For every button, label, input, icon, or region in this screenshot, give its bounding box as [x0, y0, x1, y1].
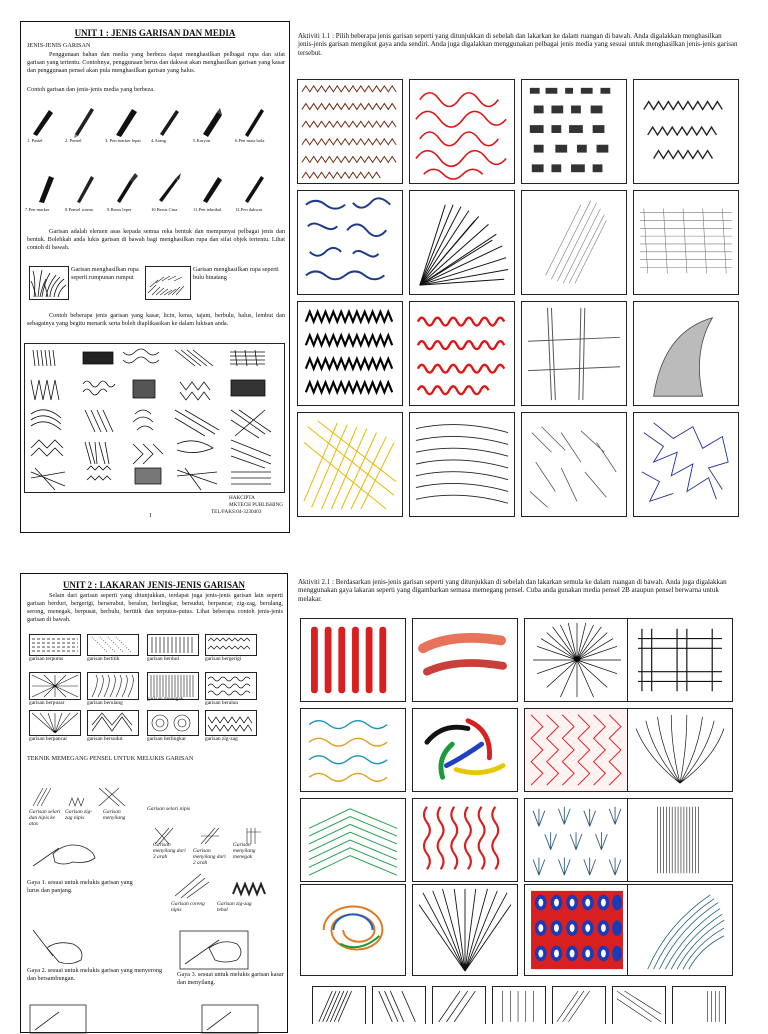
activity2-cell[interactable] [312, 986, 366, 1024]
activity1-cell[interactable] [521, 190, 627, 295]
line-type-label: garisan menegak [147, 696, 184, 702]
technique-note: Garisan coreng nipis [171, 901, 205, 913]
technique-note: Garisan menyilang [103, 809, 126, 821]
tool-label-8: 8.Pensel warna [65, 207, 93, 212]
line-type-swatch [29, 634, 81, 656]
activity2-cell[interactable] [627, 618, 733, 702]
activity2-cell[interactable] [524, 884, 630, 976]
activity2-cell[interactable] [524, 798, 630, 882]
activity2-cell[interactable] [300, 618, 406, 702]
line-type-swatch [205, 634, 257, 656]
activity1-cell[interactable] [521, 412, 627, 517]
grass-example-text: Garisan menghasilkan rupa seperti rumpunan rumput [71, 266, 139, 281]
activity2-cell[interactable] [300, 798, 406, 882]
line-type-label: garisan bergerigi [205, 656, 242, 662]
activity2-cell[interactable] [412, 618, 518, 702]
line-type-swatch [87, 634, 139, 656]
technique-strokes-1 [29, 784, 129, 808]
technique-note: Garisan menyilang dari 2 arah [193, 848, 226, 866]
line-type-swatch [87, 672, 139, 700]
activity1-cell[interactable] [297, 79, 403, 184]
footer-phone: TEL/FAKS:04-3230403 [211, 509, 262, 515]
charcoal-icon [155, 104, 183, 138]
activity1-text: Aktiviti 1.1 : Pilih beberapa jenis garisan seperti yang ditunjukkan di sebelah dan lakarkan ke dalam ruangan di bawah. Anda digalakkan menghasilkan jenis-jenis garisan mengikut gaya anda sendiri. Anda juga digalakkan menggunakan pelbagai jenis media yang sesuai untuk menghasilkan jenis-jenis garisan tersebut. [298, 32, 738, 57]
chinese-brush-icon [155, 170, 183, 204]
activity1-cell[interactable] [633, 412, 739, 517]
unit1-examples-caption: Contoh garisan dan jenis-jenis media yang berbeza. [27, 86, 155, 93]
activity2-cell[interactable] [627, 884, 733, 976]
line-type-label: garisan berpusar [29, 700, 65, 706]
hand-holding-pencil-icon-4 [29, 1004, 89, 1034]
page-number: 1 [149, 512, 153, 519]
unit2-title: UNIT 2 : LAKARAN JENIS-JENIS GARISAN [62, 580, 246, 590]
activity1-cell[interactable] [297, 301, 403, 406]
gaya3-text: Gaya 3. sesuai untuk melukis garisan kasar dan menyilang. [177, 971, 284, 986]
line-type-label: garisan berduri [147, 656, 180, 662]
line-type-label: garisan berpancar [29, 736, 68, 742]
hand-holding-pencil-icon-3 [179, 930, 249, 970]
activity2-cell[interactable] [300, 708, 406, 792]
activity2-cell[interactable] [492, 986, 546, 1024]
line-type-label: garisan bertitik [87, 656, 120, 662]
activity2-cell[interactable] [372, 986, 426, 1024]
crayon-icon [197, 104, 225, 138]
technique-note: Garisan selari dan nipis ke atas [29, 809, 61, 827]
activity1-cell[interactable] [633, 79, 739, 184]
activity1-cell[interactable] [297, 412, 403, 517]
unit2-panel [20, 573, 288, 1033]
activity1-cell[interactable] [633, 301, 739, 406]
activity1-cell[interactable] [409, 412, 515, 517]
activity1-cell[interactable] [409, 301, 515, 406]
gaya2-text: Gaya 2. sesuai untuk melukis garisan yang menyerong dan bersambungan. [27, 967, 163, 982]
technical-pen-icon [197, 170, 225, 204]
fur-example-text: Garisan menghasilkan rupa seperti bulu binatang [193, 266, 279, 281]
activity2-cell[interactable] [627, 798, 733, 882]
line-samples-collage [24, 343, 285, 493]
activity1-cell[interactable] [297, 190, 403, 295]
unit1-intro: Penggunaan bahan dan media yang berbeza dapat menghasilkan pelbagai rupa dan sifat garisan yang tertentu. Contohnya, penggunaan berus dan dakwat akan menghasilkan garisan yang kasar dan penggunaan pensel akan pula menghasilkan garisan yang halus. [27, 51, 285, 74]
technique-note: Garisan zig-zag nipis [65, 809, 93, 821]
activity1-cell[interactable] [521, 79, 627, 184]
line-type-label: garisan bersudut [87, 736, 123, 742]
activity2-cell[interactable] [300, 884, 406, 976]
tool-label-12: 12.Pen dakwat [235, 207, 263, 212]
unit1-title: UNIT 1 : JENIS GARISAN DAN MEDIA [74, 28, 236, 38]
technique-note: Garisan menyilang menegak [233, 842, 256, 860]
activity2-cell[interactable] [552, 986, 606, 1024]
technique-note: Garisan zig-zag tebal [217, 901, 252, 913]
unit1-para2: Garisan adalah elemen asas kepada semua reka bentuk dan mempunyai pelbagai jenis dan bentuk. Bolehkah anda lukis garisan di bawah bagi menghasilkan rupa dan sifat objek tertentu. Lihat contoh di bawah. [27, 228, 285, 251]
technique-note: Garisan selari nipis [147, 806, 191, 812]
grass-line-example [29, 266, 69, 300]
hand-holding-pencil-icon-2 [29, 926, 89, 968]
colour-pencil-icon [71, 170, 99, 204]
marker-pen-icon [31, 170, 59, 204]
line-type-swatch [29, 672, 81, 700]
footer-publisher: MKTECH PUBLISHING [229, 502, 284, 508]
unit2-intro: Selain dari garisan seperti yang ditunjukkan, terdapat juga jenis-jenis garisan lain seperti garisan berduri, bergerigi, berserabut, beralun, berlingkar, bersudut, berpancar, zig-zag, berulang, serong, menegak, berpusat, berbulu, bertitik dan terputus-putus. Lihat beberapa contoh jenis-jenis garisan di bawah. [27, 592, 283, 623]
line-type-label: garisan beralun [205, 700, 239, 706]
technique-strokes-3 [171, 870, 281, 900]
activity2-cell[interactable] [432, 986, 486, 1024]
line-type-label: garisan zig-zag [205, 736, 238, 742]
unit1-para3: Contoh beberapa jenis garisan yang kasar, licin, keras, tajam, berbulu, halus, lembut dan sebagainya yang begitu menarik serta boleh diaplikasikan ke dalam lukisan anda. [27, 312, 285, 327]
line-type-swatch [147, 634, 199, 656]
gaya1-text: Gaya 1. sesuai untuk melukis garisan yang lurus dan panjang. [27, 879, 133, 894]
activity2-cell[interactable] [627, 708, 733, 792]
hand-holding-pencil-icon-5 [201, 1004, 261, 1034]
marker-icon [111, 104, 139, 138]
footer-copyright: HAKCIPTA [229, 495, 255, 501]
technique-heading: TEKNIK MEMEGANG PENSEL UNTUK MELUKIS GARISAN [27, 755, 194, 762]
activity2-cell[interactable] [672, 986, 726, 1024]
tool-label-11: 11.Pen teknikal [193, 207, 222, 212]
tool-label-10: 10.Berus Cina [151, 207, 178, 212]
tool-label-4: 4.Arang [151, 138, 166, 143]
tool-label-2: 2. Pensel [65, 138, 82, 143]
tool-label-5: 5.Krayon [193, 138, 211, 143]
activity2-cell[interactable] [524, 618, 630, 702]
flat-brush-icon [111, 170, 139, 204]
activity1-cell[interactable] [521, 301, 627, 406]
activity1-cell[interactable] [409, 79, 515, 184]
hand-holding-pencil-icon [29, 836, 99, 872]
activity2-cell[interactable] [612, 986, 666, 1024]
line-type-swatch [87, 710, 139, 736]
tool-label-9: 9.Berus leper [107, 207, 132, 212]
line-type-swatch [205, 710, 257, 736]
tool-label-1: 1. Pastel [27, 138, 43, 143]
ballpoint-pen-icon [239, 104, 267, 138]
unit1-panel [20, 21, 290, 533]
pencil-icon [69, 104, 97, 138]
line-type-swatch [205, 672, 257, 700]
tool-label-6: 6.Pen mata bola [235, 138, 265, 143]
activity1-cell[interactable] [633, 190, 739, 295]
ink-pen-icon [239, 170, 267, 204]
activity2-cell[interactable] [412, 884, 518, 976]
line-type-label: garisan berlingkar [147, 736, 187, 742]
activity2-text: Aktiviti 2.1 : Berdasarkan jenis-jenis garisan seperti yang ditunjukkan di sebelah dan lakarkan semula ke dalam ruangan di bawah. Anda juga digalakkan menggunakan gaya lakaran seperti yang digambarkan semasa memegang pensel. Cuba anda gunakan media pensel 2B ataupun pensel berwarna untuk melakar. [298, 578, 727, 603]
activity2-cell[interactable] [524, 708, 630, 792]
pastel-icon [29, 104, 57, 138]
tool-label-3: 3. Pen marker lepat [105, 138, 141, 143]
activity2-cell[interactable] [412, 708, 518, 792]
activity1-cell[interactable] [409, 190, 515, 295]
activity2-cell[interactable] [412, 798, 518, 882]
line-type-swatch [29, 710, 81, 736]
line-type-label: garisan berulang [87, 700, 123, 706]
line-type-label: garisan terputus [29, 656, 64, 662]
unit1-section: JENIS-JENIS GARISAN [27, 42, 91, 49]
tool-label-7: 7.Pen marker [25, 207, 50, 212]
line-type-swatch [147, 710, 199, 736]
fur-line-example [145, 266, 191, 300]
technique-note: Garisan menyilang dari 3 arah [153, 842, 186, 860]
